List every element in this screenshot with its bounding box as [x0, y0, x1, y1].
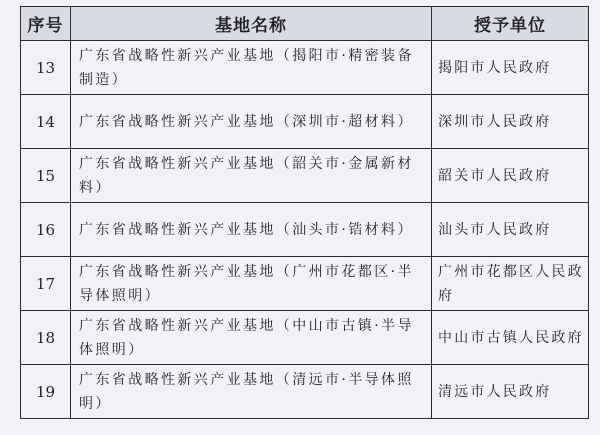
row-number: 18: [21, 311, 71, 365]
table-row: [21, 41, 589, 95]
table-row: [21, 95, 589, 149]
row-granting-unit: 清远市人民政府: [432, 365, 589, 419]
table-row: [21, 311, 589, 365]
header-number: 序号: [21, 7, 71, 41]
row-base-name: 广东省战略性新兴产业基地（揭阳市·精密装备制造）: [71, 41, 432, 95]
row-base-name: 广东省战略性新兴产业基地（韶关市·金属新材料）: [71, 149, 432, 203]
row-base-name: 广东省战略性新兴产业基地（汕头市·锆材料）: [71, 203, 432, 257]
row-number: 16: [21, 203, 71, 257]
row-base-name: 广东省战略性新兴产业基地（清远市·半导体照明）: [71, 365, 432, 419]
row-granting-unit: 中山市古镇人民政府: [432, 311, 589, 365]
row-granting-unit: 揭阳市人民政府: [432, 41, 589, 95]
row-granting-unit: 韶关市人民政府: [432, 149, 589, 203]
row-number: 15: [21, 149, 71, 203]
table-row: [21, 257, 589, 311]
row-base-name: 广东省战略性新兴产业基地（中山市古镇·半导体照明）: [71, 311, 432, 365]
row-granting-unit: 深圳市人民政府: [432, 95, 589, 149]
row-base-name: 广东省战略性新兴产业基地（广州市花都区·半导体照明）: [71, 257, 432, 311]
table-header: [21, 7, 589, 41]
table-body: [21, 41, 589, 419]
row-number: 14: [21, 95, 71, 149]
row-base-name: 广东省战略性新兴产业基地（深圳市·超材料）: [71, 95, 432, 149]
table-row: [21, 203, 589, 257]
row-number: 17: [21, 257, 71, 311]
row-number: 19: [21, 365, 71, 419]
header-row: [21, 7, 589, 41]
table-row: [21, 149, 589, 203]
table-row: [21, 365, 589, 419]
row-granting-unit: 汕头市人民政府: [432, 203, 589, 257]
header-unit: 授予单位: [432, 7, 589, 41]
row-granting-unit: 广州市花都区人民政府: [432, 257, 589, 311]
row-number: 13: [21, 41, 71, 95]
header-name: 基地名称: [71, 7, 432, 41]
industry-base-table: [20, 6, 589, 419]
